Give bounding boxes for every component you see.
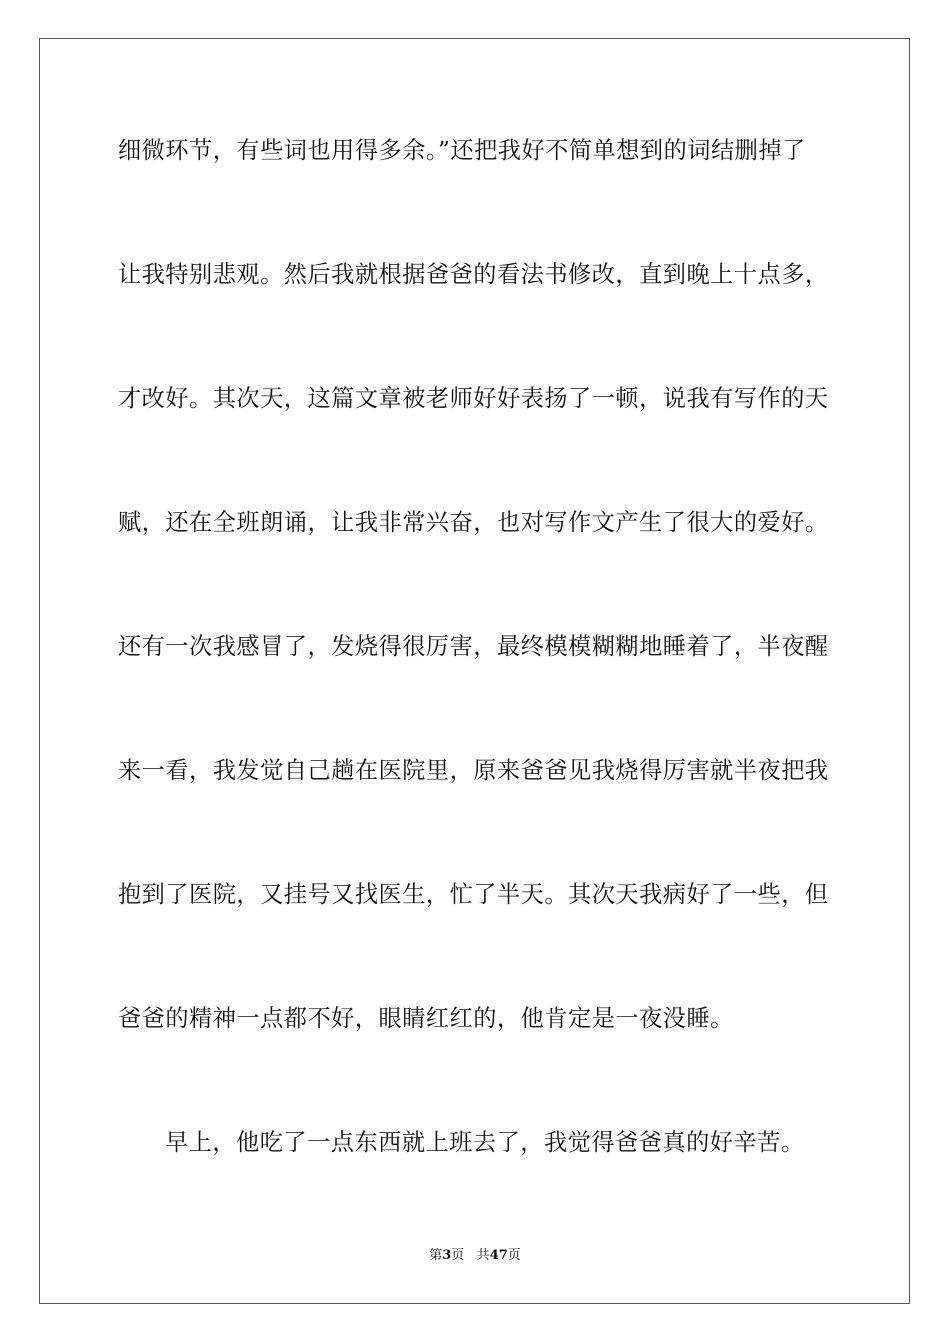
text-line-6: 来一看，我发觉自己趟在医院里，原来爸爸见我烧得厉害就半夜把我	[118, 757, 829, 784]
page-suffix: 页	[451, 1248, 465, 1263]
total-suffix: 页	[507, 1248, 521, 1263]
total-pages: 47	[489, 1248, 508, 1263]
text-line-8: 爸爸的精神一点都不好，眼睛红红的，他肯定是一夜没睡。	[118, 1005, 734, 1032]
page-border	[39, 38, 910, 1304]
text-line-4: 赋，还在全班朗诵，让我非常兴奋，也对写作文产生了很大的爱好。	[118, 509, 829, 536]
text-line-7: 抱到了医院，又挂号又找医生，忙了半天。其次天我病好了一些，但	[118, 881, 829, 908]
text-line-1: 细微环节，有些词也用得多余。”还把我好不简单想到的词结删掉了	[118, 137, 806, 164]
text-line-5: 还有一次我感冒了，发烧得很厉害，最终模模糊糊地睡着了，半夜醒	[118, 633, 829, 660]
page-footer	[0, 1247, 950, 1265]
page-number: 3	[442, 1248, 452, 1263]
total-prefix: 共	[476, 1248, 490, 1263]
text-line-3: 才改好。其次天，这篇文章被老师好好表扬了一顿，说我有写作的天	[118, 385, 829, 412]
page-prefix: 第	[429, 1248, 443, 1263]
text-line-9: 早上，他吃了一点东西就上班去了，我觉得爸爸真的好辛苦。	[165, 1129, 805, 1156]
text-line-2: 让我特别悲观。然后我就根据爸爸的看法书修改，直到晚上十点多，	[118, 261, 829, 288]
